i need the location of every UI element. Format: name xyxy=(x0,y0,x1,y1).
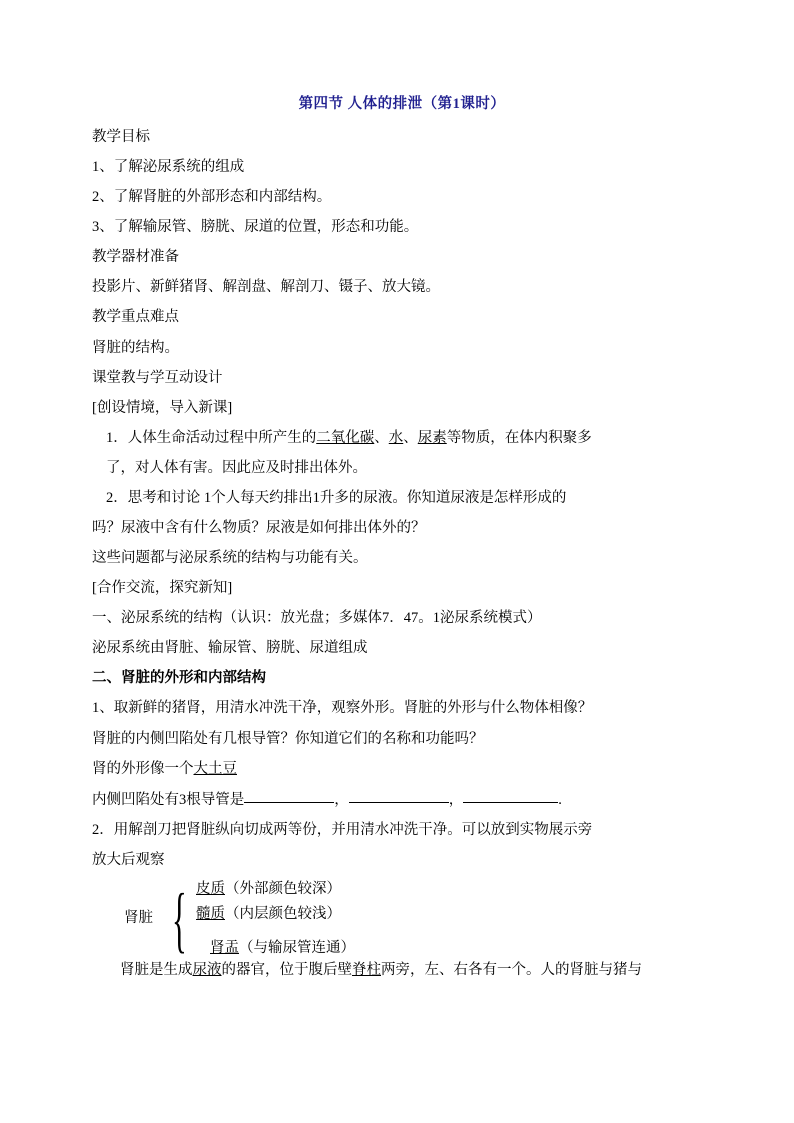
brace-item-1-desc: （外部颜色较深） xyxy=(225,880,341,897)
item-1-line-2: 肾脏的内侧凹陷处有几根导管？你知道它们的名称和功能吗？ xyxy=(92,730,484,747)
situation-item-2-line-1: 2．思考和讨论 1个人每天约排出1升多的尿液。你知道尿液是怎样形成的 xyxy=(106,489,567,506)
brace-item-3-term: 肾盂 xyxy=(210,939,239,956)
item-1-line-4-sep-1: ， xyxy=(334,791,349,808)
brace-item-1-term: 皮质 xyxy=(196,880,225,897)
brace-item-1 xyxy=(196,880,341,900)
key-points-text: 肾脏的结构。 xyxy=(92,339,179,356)
final-mid: 的器官，位于腹后壁 xyxy=(221,961,352,978)
brace-item-3 xyxy=(210,936,355,957)
interaction-heading: 课堂教与学互动设计 xyxy=(92,369,223,386)
equipment-heading: 教学器材准备 xyxy=(92,249,179,266)
brace-item-2-desc: （内层颜色较浅） xyxy=(225,906,341,923)
final-underline-2: 脊柱 xyxy=(352,961,381,978)
brace-item-2 xyxy=(196,905,341,925)
objective-item-3: 3、了解输尿管、膀胱、尿道的位置，形态和功能。 xyxy=(92,219,419,236)
final-underline-1: 尿液 xyxy=(192,961,222,978)
document-body xyxy=(92,92,712,990)
fill-blank-1[interactable] xyxy=(244,789,334,804)
situation-1-text-post: 等物质，在体内积聚多 xyxy=(446,429,592,446)
situation-heading: [创设情境，导入新课] xyxy=(92,399,233,416)
item-1-line-3-pre: 肾的外形像一个 xyxy=(92,760,194,777)
objective-item-1: 1、了解泌尿系统的组成 xyxy=(92,159,245,176)
equipment-text: 投影片、新鲜猪肾、解剖盘、解剖刀、镊子、放大镜。 xyxy=(92,279,440,296)
final-pre: 肾脏是生成 xyxy=(120,961,193,978)
fill-blank-2[interactable] xyxy=(349,789,449,804)
item-2-line-2: 放大后观察 xyxy=(92,851,165,868)
situation-1-underline-3: 尿素 xyxy=(417,429,447,446)
cooperation-heading: [合作交流，探究新知] xyxy=(92,580,233,597)
part-one-text: 泌尿系统由肾脏、输尿管、膀胱、尿道组成 xyxy=(92,640,368,657)
final-paragraph xyxy=(92,960,712,981)
item-1-line-3-answer: 大土豆 xyxy=(193,760,237,777)
part-two-heading: 二、肾脏的外形和内部结构 xyxy=(92,670,266,687)
item-1-line-4-sep-2: ， xyxy=(448,791,464,808)
situation-1-sep-2: 、 xyxy=(403,429,418,446)
objectives-heading: 教学目标 xyxy=(92,129,150,145)
brace-item-list xyxy=(196,880,341,931)
situation-1-underline-1: 二氧化碳 xyxy=(316,429,375,446)
situation-1-sep-1: 、 xyxy=(374,429,389,446)
brace-item-2-term: 髓质 xyxy=(196,906,225,923)
part-one-heading: 一、泌尿系统的结构（认识：放光盘；多媒体7．47。1泌尿系统模式） xyxy=(92,610,542,627)
situation-item-3: 这些问题都与泌尿系统的结构与功能有关。 xyxy=(92,550,368,567)
situation-1-underline-2: 水 xyxy=(388,429,404,446)
objective-item-2: 2、了解肾脏的外部形态和内部结构。 xyxy=(92,189,332,206)
brace-label: 肾脏 xyxy=(124,909,153,926)
situation-item-2-line-2: 吗？尿液中含有什么物质？尿液是如何排出体外的？ xyxy=(92,520,426,537)
item-1-line-4-end: . xyxy=(558,791,562,808)
key-points-heading: 教学重点难点 xyxy=(92,309,179,326)
fill-blank-3[interactable] xyxy=(463,789,558,804)
item-1-line-4 xyxy=(92,789,712,810)
brace-item-3-desc: （与输尿管连通） xyxy=(239,939,355,956)
item-1-line-3 xyxy=(92,759,712,780)
brace-icon: { xyxy=(172,878,187,960)
item-2-line-1: 2．用解剖刀把肾脏纵向切成两等份，并用清水冲洗干净。可以放到实物展示旁 xyxy=(92,821,593,838)
situation-1-text-pre: 1．人体生命活动过程中所产生的 xyxy=(106,429,317,446)
page-title: 第四节 人体的排泄（第1课时） xyxy=(298,96,506,112)
item-1-line-4-pre: 内侧凹陷处有3根导管是 xyxy=(92,791,245,808)
kidney-structure-brace-diagram xyxy=(92,880,712,958)
situation-item-1-line-1 xyxy=(92,428,712,449)
item-1-line-1: 1、取新鲜的猪肾，用清水冲洗干净，观察外形。肾脏的外形与什么物体相像？ xyxy=(92,700,593,717)
situation-item-1-line-2: 了，对人体有害。因此应及时排出体外。 xyxy=(106,459,367,476)
final-post: 两旁，左、右各有一个。人的肾脏与猪与 xyxy=(381,961,642,978)
